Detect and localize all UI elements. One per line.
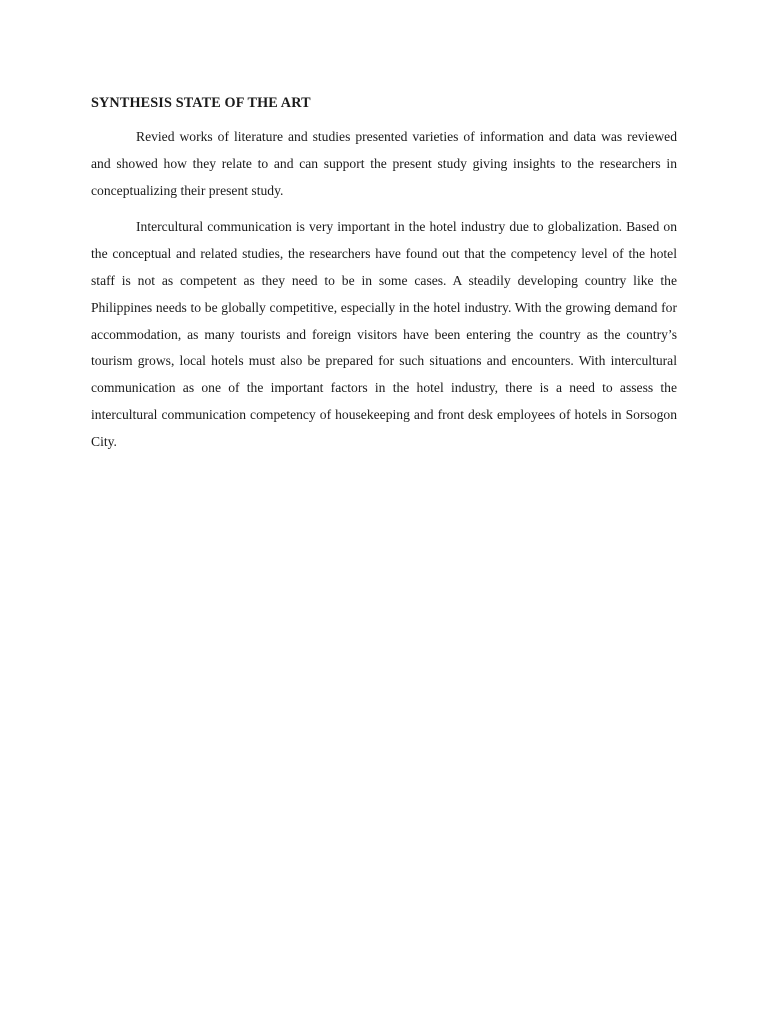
document-body <box>91 93 677 466</box>
paragraph-1: Revied works of literature and studies presented varieties of information and data was reviewed and showed how they relate to and can support the present study giving insights to the researchers in conceptualizing their present study. <box>91 129 677 198</box>
paragraph-2: Intercultural communication is very important in the hotel industry due to globalization. Based on the conceptual and related studies, the researchers have found out that the competency level of the hotel staff is not as competent as they need to be in some cases. A steadily developing country like the Philippines needs to be globally competitive, especially in the hotel industry. With the growing demand for accommodation, as many tourists and foreign visitors have been entering the country as the country’s tourism grows, local hotels must also be prepared for such situations and encounters. With intercultural communication as one of the important factors in the hotel industry, there is a need to assess the intercultural communication competency of housekeeping and front desk employees of hotels in Sorsogon City. <box>91 219 677 449</box>
section-heading: SYNTHESIS STATE OF THE ART <box>91 95 311 111</box>
